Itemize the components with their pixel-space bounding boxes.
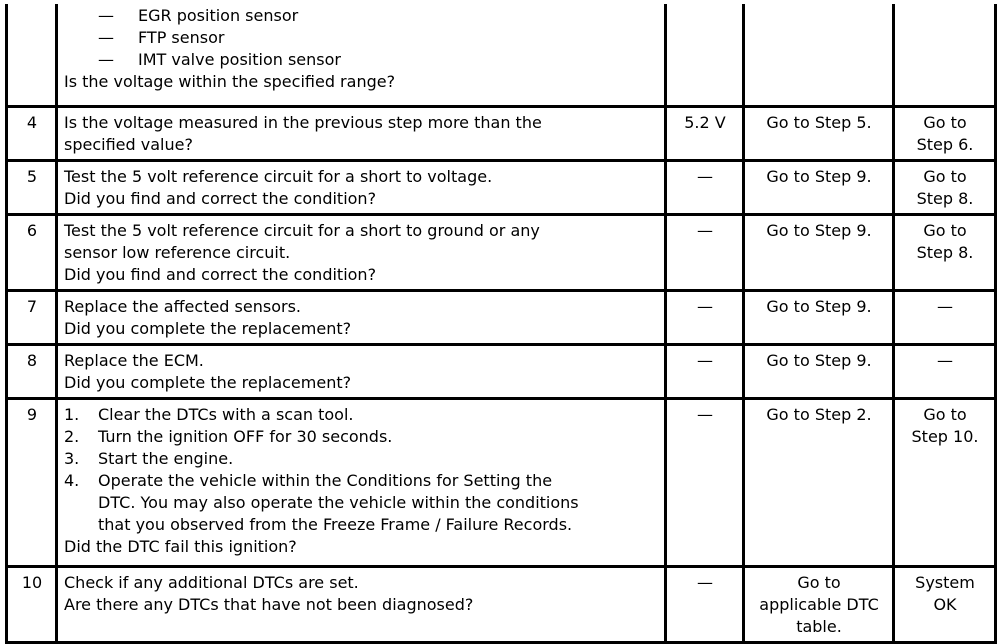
- item-number: 4.: [64, 470, 80, 490]
- dash-bullet: —: [98, 50, 114, 69]
- no-cell: System OK: [894, 566, 996, 642]
- step-number: 4: [7, 106, 57, 160]
- yes-cell: Go to applicable DTC table.: [744, 566, 894, 642]
- value-cell: —: [666, 566, 744, 642]
- list-item: — FTP sensor: [98, 28, 225, 47]
- no-cell: Go to Step 8.: [894, 214, 996, 290]
- action-cell: Test the 5 volt reference circuit for a short to voltage. Did you find and correct the condition?: [57, 160, 666, 214]
- action-cell: Is the voltage measured in the previous step more than the specified value?: [57, 106, 666, 160]
- value-cell: 5.2 V: [666, 106, 744, 160]
- table-row: [7, 566, 996, 642]
- step-number: 7: [7, 290, 57, 344]
- question-text: Is the voltage within the specified range?: [64, 72, 396, 91]
- value-cell: —: [666, 290, 744, 344]
- yes-cell: [744, 4, 894, 106]
- no-cell: —: [894, 344, 996, 398]
- item-number: 2.: [64, 426, 80, 446]
- action-cell: Replace the affected sensors. Did you complete the replacement?: [57, 290, 666, 344]
- yes-cell: Go to Step 2.: [744, 398, 894, 566]
- no-cell: Go to Step 10.: [894, 398, 996, 566]
- action-cell: [57, 4, 666, 106]
- list-item: 2. Turn the ignition OFF for 30 seconds.: [64, 426, 393, 446]
- table-row: [7, 344, 996, 398]
- table-row: [7, 106, 996, 160]
- list-item: 4. Operate the vehicle within the Conditions for Setting the: [64, 470, 553, 490]
- list-item: 1. Clear the DTCs with a scan tool.: [64, 404, 354, 424]
- yes-cell: Go to Step 9.: [744, 290, 894, 344]
- action-cell: Check if any additional DTCs are set. Are there any DTCs that have not been diagnosed?: [57, 566, 666, 642]
- value-cell: —: [666, 344, 744, 398]
- step-number: 8: [7, 344, 57, 398]
- list-item: 3. Start the engine.: [64, 448, 234, 468]
- value-cell: —: [666, 160, 744, 214]
- item-number: 3.: [64, 448, 80, 468]
- table-row: [7, 290, 996, 344]
- value-cell: —: [666, 214, 744, 290]
- step-number: 5: [7, 160, 57, 214]
- no-cell: Go to Step 8.: [894, 160, 996, 214]
- value-cell: [666, 4, 744, 106]
- yes-cell: Go to Step 9.: [744, 344, 894, 398]
- table-row: [7, 4, 996, 106]
- step-cell: [7, 4, 57, 106]
- step-number: 9: [7, 398, 57, 566]
- table-row: [7, 398, 996, 566]
- item-number: 1.: [64, 404, 80, 424]
- diagnostic-table-page: [5, 4, 994, 636]
- no-cell: —: [894, 290, 996, 344]
- yes-cell: Go to Step 9.: [744, 214, 894, 290]
- diagnostic-steps-table: [5, 4, 997, 644]
- step-number: 6: [7, 214, 57, 290]
- list-item: — IMT valve position sensor: [98, 50, 341, 69]
- action-cell: Replace the ECM. Did you complete the replacement?: [57, 344, 666, 398]
- dash-bullet: —: [98, 6, 114, 25]
- question-text: Did the DTC fail this ignition?: [64, 536, 297, 556]
- yes-cell: Go to Step 5.: [744, 106, 894, 160]
- no-cell: Go to Step 6.: [894, 106, 996, 160]
- list-item: — EGR position sensor: [98, 6, 299, 25]
- table-row: [7, 160, 996, 214]
- step-number: 10: [7, 566, 57, 642]
- action-cell: 1. Clear the DTCs with a scan tool. 2. Turn the ignition OFF for 30 seconds. 3. Start the engine. 4. Operate the vehicle within the Conditions for Setting the DTC. You may also operate the vehicle within the conditions that you observed from the Freeze Frame / Failure Records. Did the DTC fail this ignition?: [57, 398, 666, 566]
- table-row: [7, 214, 996, 290]
- no-cell: [894, 4, 996, 106]
- value-cell: —: [666, 398, 744, 566]
- dash-bullet: —: [98, 28, 114, 47]
- yes-cell: Go to Step 9.: [744, 160, 894, 214]
- action-cell: Test the 5 volt reference circuit for a short to ground or any sensor low reference circuit. Did you find and correct the condition?: [57, 214, 666, 290]
